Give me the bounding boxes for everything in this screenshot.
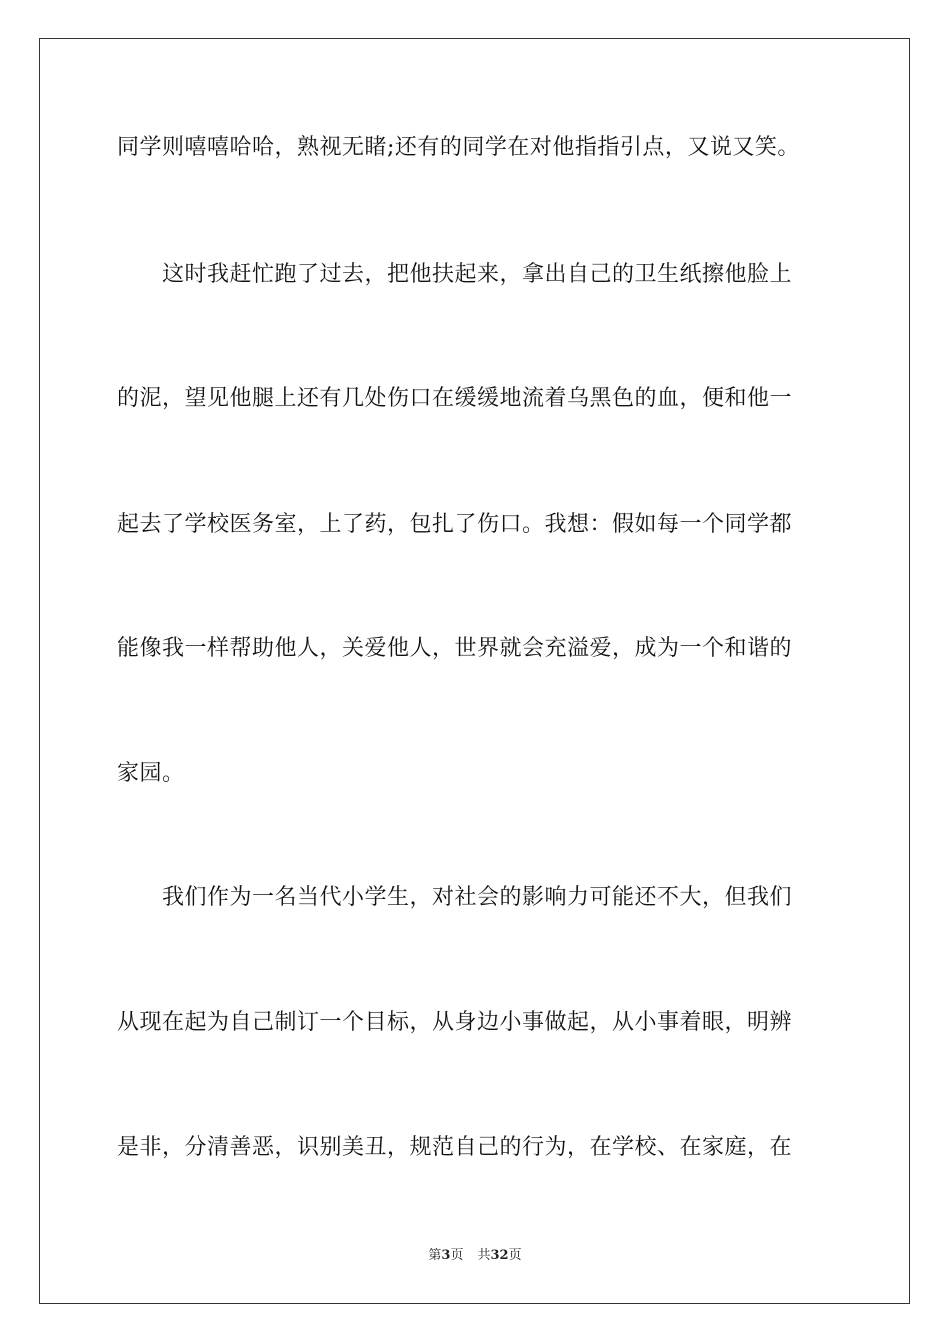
page-indicator bbox=[428, 1248, 463, 1263]
total-page-number: 32 bbox=[490, 1248, 509, 1263]
total-suffix: 页 bbox=[508, 1248, 522, 1263]
page-prefix: 第 bbox=[428, 1248, 442, 1263]
page-footer bbox=[0, 1247, 950, 1265]
text-line: 的泥，望见他腿上还有几处伤口在缓缓地流着乌黑色的血，便和他一 bbox=[117, 386, 793, 411]
text-line: 能像我一样帮助他人，关爱他人，世界就会充溢爱，成为一个和谐的 bbox=[117, 636, 793, 661]
page-suffix: 页 bbox=[450, 1248, 464, 1263]
text-line: 家园。 bbox=[117, 761, 185, 786]
current-page-number: 3 bbox=[441, 1248, 451, 1263]
page-border bbox=[39, 38, 910, 1304]
text-line: 从现在起为自己制订一个目标，从身边小事做起，从小事着眼，明辨 bbox=[117, 1010, 793, 1035]
total-prefix: 共 bbox=[477, 1248, 491, 1263]
text-line: 我们作为一名当代小学生，对社会的影响力可能还不大，但我们 bbox=[117, 885, 793, 910]
text-line: 起去了学校医务室，上了药，包扎了伤口。我想：假如每一个同学都 bbox=[117, 512, 793, 537]
text-line: 同学则嘻嘻哈哈，熟视无睹;还有的同学在对他指指引点，又说又笑。 bbox=[117, 135, 800, 160]
text-line: 这时我赶忙跑了过去，把他扶起来，拿出自己的卫生纸擦他脸上 bbox=[117, 262, 793, 287]
total-pages-indicator bbox=[477, 1248, 521, 1263]
text-line: 是非，分清善恶，识别美丑，规范自己的行为，在学校、在家庭，在 bbox=[117, 1135, 793, 1160]
